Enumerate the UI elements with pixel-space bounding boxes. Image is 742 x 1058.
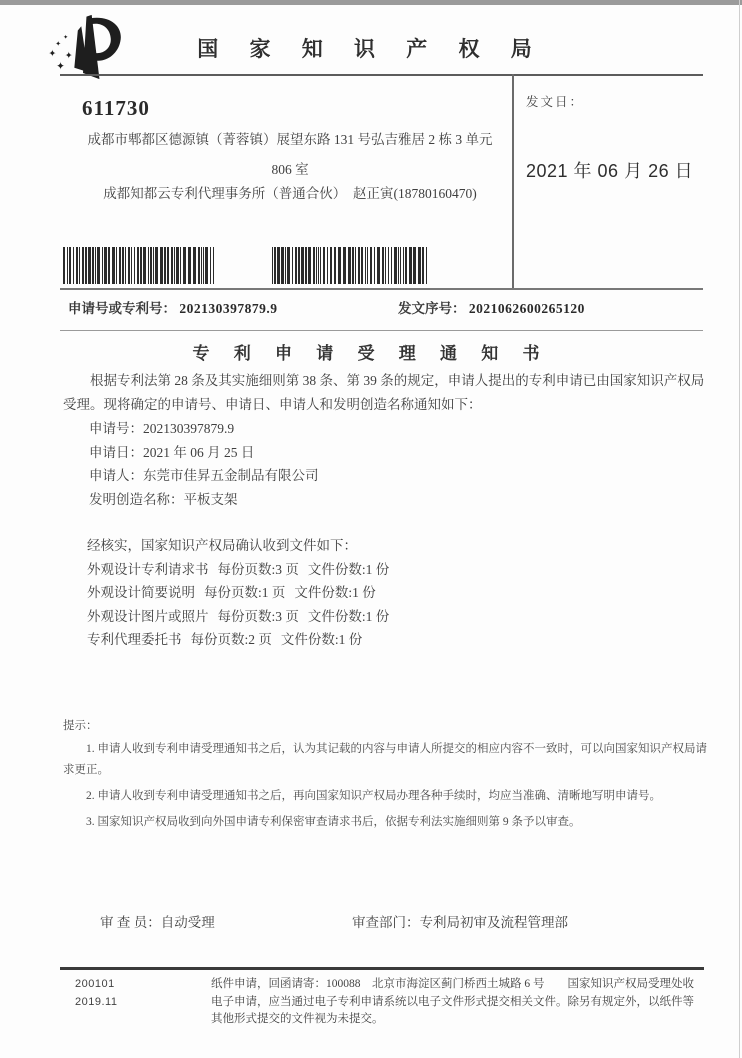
department-group xyxy=(352,911,568,931)
postal-code: 611730 xyxy=(82,96,150,120)
issue-date-box xyxy=(526,92,706,183)
field-value: 东莞市佳昇五金制品有限公司 xyxy=(143,468,319,483)
scan-right-edge xyxy=(739,0,740,1058)
examiner-label: 审 查 员： xyxy=(100,915,161,930)
examiner-group xyxy=(100,911,215,931)
issue-date-label: 发文日： xyxy=(526,95,585,109)
notice-body xyxy=(63,369,705,652)
field-label: 申请人： xyxy=(89,468,143,483)
department-label: 审查部门： xyxy=(352,915,420,930)
document-pages: 每份页数:3 页 xyxy=(217,561,299,577)
svg-text:✦: ✦ xyxy=(55,41,62,49)
tip-item: 3. 国家知识产权局收到向外国申请专利保密审查请求书后，依据专利法实施细则第 9 条予以审查。 xyxy=(86,816,581,828)
footer-form-code: 200101 xyxy=(75,978,115,990)
address-line-2: 806 室 xyxy=(271,162,309,177)
footer-row xyxy=(63,994,723,1029)
mailing-block xyxy=(72,96,508,205)
refs-rule xyxy=(60,330,703,331)
svg-text:✦: ✦ xyxy=(63,35,69,42)
document-row xyxy=(87,558,705,582)
document-pages: 每份页数:3 页 xyxy=(217,608,299,624)
received-intro: 经核实，国家知识产权局确认收到文件如下： xyxy=(87,538,357,553)
application-number-value: 202130397879.9 xyxy=(179,301,278,316)
tips-label: 提示： xyxy=(63,720,98,732)
footer-form-code: 2019.11 xyxy=(75,995,118,1008)
field-label: 申请日： xyxy=(89,444,143,460)
field-invention-title xyxy=(89,488,705,512)
barcode-left xyxy=(63,247,238,284)
field-application-date xyxy=(89,441,705,465)
tip-item: 1. 申请人收到专利申请受理通知书之后，认为其记载的内容与申请人所提交的相应内容不一致时，可以向国家知识产权局请求更正。 xyxy=(63,743,707,776)
field-value: 2021 年 06 月 25 日 xyxy=(143,444,255,460)
field-value: 202130397879.9 xyxy=(143,421,235,436)
document-row xyxy=(87,628,705,652)
document-name: 外观设计图片或照片 xyxy=(87,608,209,624)
agent-line: 成都知都云专利代理事务所（普通合伙） 赵正寅(18780160470) xyxy=(103,186,477,201)
scan-top-edge xyxy=(0,0,742,5)
document-row xyxy=(87,581,705,605)
field-applicant xyxy=(89,464,705,488)
tips-section xyxy=(63,716,713,838)
vertical-divider xyxy=(512,74,514,289)
document-copies: 文件份数:1 份 xyxy=(307,608,390,624)
svg-text:✦: ✦ xyxy=(56,61,65,73)
document-name: 外观设计专利请求书 xyxy=(87,561,209,577)
footer xyxy=(63,976,723,1029)
agency-title: 国 家 知 识 产 权 局 xyxy=(197,37,545,61)
address-line-1: 成都市郫都区德源镇（菁蓉镇）展望东路 131 号弘吉雅居 2 栋 3 单元 xyxy=(87,132,493,147)
tip-item: 2. 申请人收到专利申请受理通知书之后，再向国家知识产权局办理各种手续时，均应当准确、清晰地写明申请号。 xyxy=(86,790,661,802)
footer-text: 纸件申请，回函请寄：100088 北京市海淀区蓟门桥西土城路 6 号 国家知识产权局受理处收 xyxy=(211,978,694,990)
serial-number-label: 发文序号： xyxy=(398,301,466,316)
footer-row xyxy=(63,976,723,994)
footer-text: 电子申请，应当通过电子专利申请系统以电子文件形式提交相关文件。除另有规定外，以纸件等其他形式提交的文件视为未提交。 xyxy=(211,995,694,1025)
application-fields xyxy=(89,417,705,511)
application-number-label: 申请号或专利号： xyxy=(68,301,176,316)
document-name: 专利代理委托书 xyxy=(87,632,182,647)
intro-paragraph: 根据专利法第 28 条及其实施细则第 38 条、第 39 条的规定，申请人提出的专利申请已由国家知识产权局受理。现将确定的申请号、申请日、申请人和发明创造名称通知如下： xyxy=(63,373,705,412)
document-pages: 每份页数:2 页 xyxy=(190,632,272,647)
document-pages: 每份页数:1 页 xyxy=(204,585,286,600)
barcode-right xyxy=(272,247,472,284)
serial-number-group xyxy=(398,297,585,317)
field-label: 申请号： xyxy=(89,421,143,436)
document-name: 外观设计简要说明 xyxy=(87,585,195,600)
issue-date-value: 2021 年 06 月 26 日 xyxy=(526,161,694,181)
mid-rule xyxy=(60,288,703,290)
field-application-number xyxy=(89,417,705,441)
svg-text:✦: ✦ xyxy=(64,51,73,62)
svg-text:✦: ✦ xyxy=(48,49,57,60)
document-copies: 文件份数:1 份 xyxy=(280,632,363,647)
field-label: 发明创造名称： xyxy=(89,491,184,507)
document-copies: 文件份数:1 份 xyxy=(294,585,376,600)
notice-title: 专 利 申 请 受 理 通 知 书 xyxy=(192,344,550,363)
application-number-group xyxy=(68,297,278,317)
examiner-value: 自动受理 xyxy=(160,915,215,930)
document-row xyxy=(87,605,705,629)
field-value: 平板支架 xyxy=(183,491,238,507)
header-rule xyxy=(60,74,703,76)
footer-rule xyxy=(60,967,704,970)
serial-number-value: 2021062600265120 xyxy=(468,301,585,316)
document-copies: 文件份数:1 份 xyxy=(307,561,390,577)
department-value: 专利局初审及流程管理部 xyxy=(419,915,568,930)
